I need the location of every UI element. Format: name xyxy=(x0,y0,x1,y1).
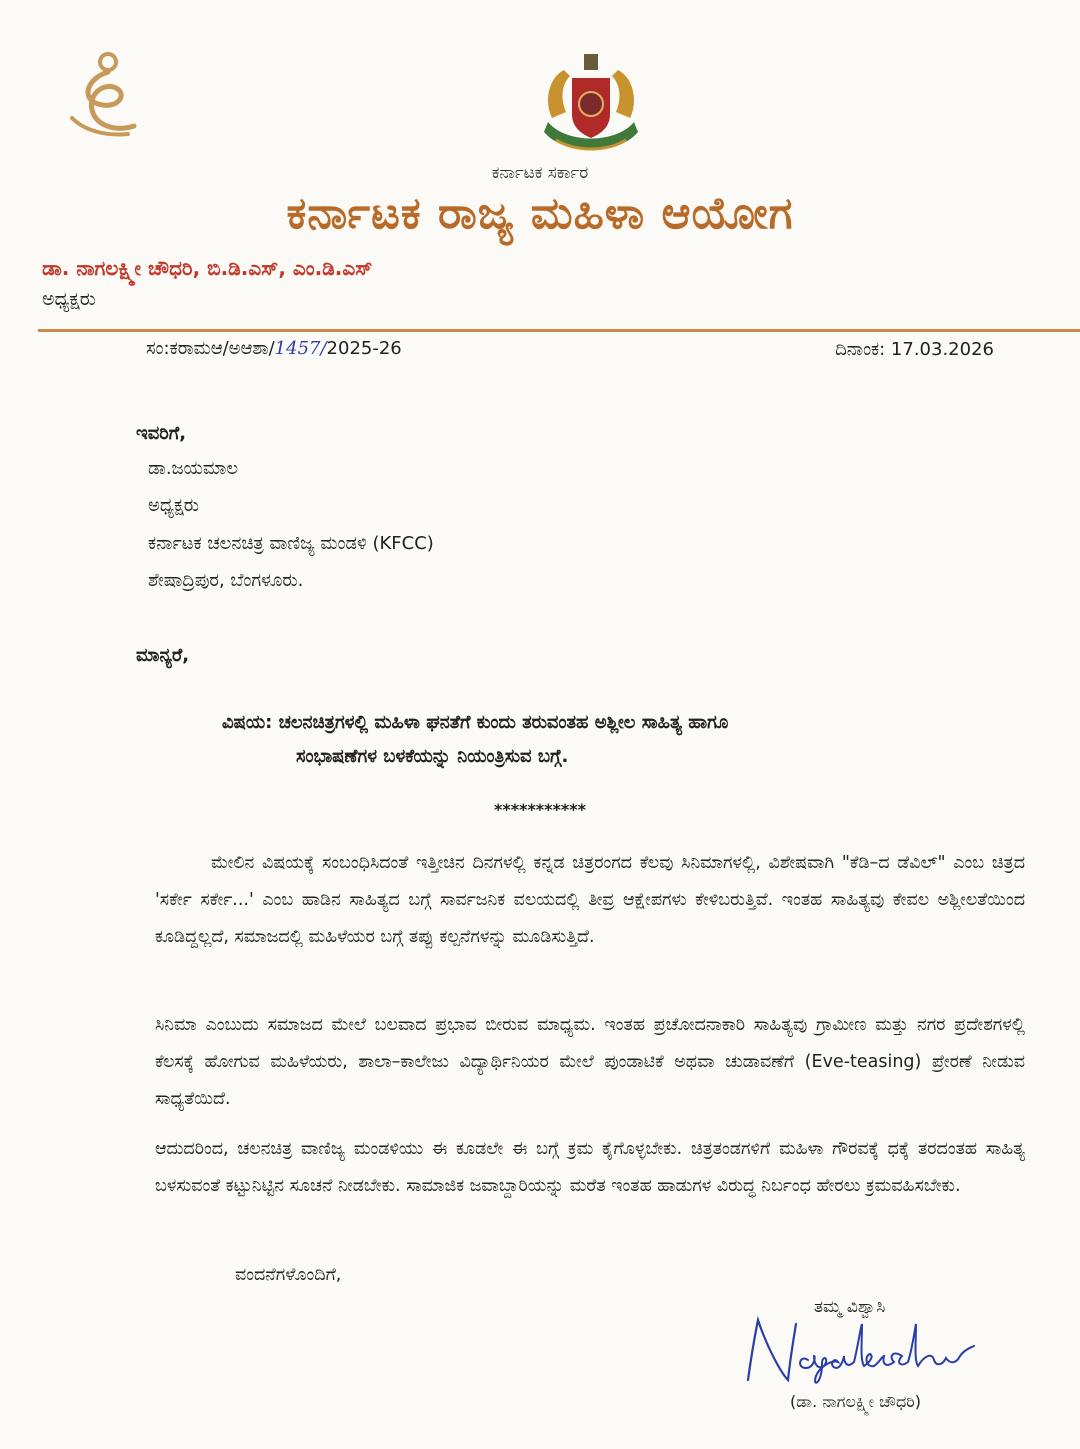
closing: ವಂದನೆಗಳೊಂದಿಗೆ, xyxy=(235,1265,342,1285)
separator: *********** xyxy=(493,800,587,819)
government-label: ಕರ್ನಾಟಕ ಸರ್ಕಾರ xyxy=(491,163,589,183)
letterhead-divider xyxy=(38,329,1080,332)
body-paragraph: ಆದುದರಿಂದ, ಚಲನಚಿತ್ರ ವಾಣಿಜ್ಯ ಮಂಡಳಿಯು ಈ ಕೂಡಲೇ ಈ ಬಗ್ಗೆ ಕ್ರಮ ಕೈಗೊಳ್ಳಬೇಕು. ಚಿತ್ರತಂಡಗಳಿಗೆ ಮಹಿಳಾ ಗೌರವಕ್ಕೆ ಧಕ್ಕೆ ತರದಂತಹ ಸಾಹಿತ್ಯ ಬಳಸುವಂತೆ ಕಟ್ಟುನಿಟ್ಟಿನ ಸೂಚನೆ ನೀಡಬೇಕು. ಸಾಮಾಜಿಕ ಜವಾಬ್ದಾರಿಯನ್ನು ಮರೆತ ಇಂತಹ ಹಾಡುಗಳ ವಿರುದ್ಧ ನಿರ್ಬಂಧ ಹೇರಲು ಕ್ರಮವಹಿಸಬೇಕು. xyxy=(155,1139,1025,1196)
chairperson-title: ಅಧ್ಯಕ್ಷರು xyxy=(42,288,96,310)
reference-number xyxy=(146,338,402,359)
organization-title: ಕರ್ನಾಟಕ ರಾಜ್ಯ ಮಹಿಳಾ ಆಯೋಗ xyxy=(286,188,794,239)
recipient-line: ಕರ್ನಾಟಕ ಚಲನಚಿತ್ರ ವಾಣಿಜ್ಯ ಮಂಡಳಿ (KFCC) xyxy=(148,533,434,554)
commission-logo-icon xyxy=(58,48,148,140)
reference-handwritten-number: 1457/ xyxy=(274,338,327,359)
yours-faithfully: ತಮ್ಮ ವಿಶ್ವಾಸಿ xyxy=(814,1297,886,1317)
body-paragraph: ಮೇಲಿನ ವಿಷಯಕ್ಕೆ ಸಂಬಂಧಿಸಿದಂತೆ ಇತ್ತೀಚಿನ ದಿನಗಳಲ್ಲಿ ಕನ್ನಡ ಚಿತ್ರರಂಗದ ಕೆಲವು ಸಿನಿಮಾಗಳಲ್ಲಿ, ವಿಶೇಷವಾಗಿ "ಕೆಡಿ–ದ ಡೆವಿಲ್" ಎಂಬ ಚಿತ್ರದ 'ಸರ್ಕೇ ಸರ್ಕೇ...' ಎಂಬ ಹಾಡಿನ ಸಾಹಿತ್ಯದ ಬಗ್ಗೆ ಸಾರ್ವಜನಿಕ ವಲಯದಲ್ಲಿ ತೀವ್ರ ಆಕ್ಷೇಪಗಳು ಕೇಳಿಬರುತ್ತಿವೆ. ಇಂತಹ ಸಾಹಿತ್ಯವು ಕೇವಲ ಅಶ್ಲೀಲತೆಯಿಂದ ಕೂಡಿದ್ದಲ್ಲದೆ, ಸಮಾಜದಲ್ಲಿ ಮಹಿಳೆಯರ ಬಗ್ಗೆ ತಪ್ಪು ಕಲ್ಪನೆಗಳನ್ನು ಮೂಡಿಸುತ್ತಿದೆ. xyxy=(155,853,1025,947)
subject-line: ವಿಷಯ: ಚಲನಚಿತ್ರಗಳಲ್ಲಿ ಮಹಿಳಾ ಘನತೆಗೆ ಕುಂದು ತರುವಂತಹ ಅಶ್ಲೀಲ ಸಾಹಿತ್ಯ ಹಾಗೂ xyxy=(222,712,729,733)
signatory-name: (ಡಾ. ನಾಗಲಕ್ಷ್ಮೀ ಚೌಧರಿ) xyxy=(790,1392,921,1411)
body-paragraph: ಸಿನಿಮಾ ಎಂಬುದು ಸಮಾಜದ ಮೇಲೆ ಬಲವಾದ ಪ್ರಭಾವ ಬೀರುವ ಮಾಧ್ಯಮ. ಇಂತಹ ಪ್ರಚೋದನಾಕಾರಿ ಸಾಹಿತ್ಯವು ಗ್ರಾಮೀಣ ಮತ್ತು ನಗರ ಪ್ರದೇಶಗಳಲ್ಲಿ ಕೆಲಸಕ್ಕೆ ಹೋಗುವ ಮಹಿಳೆಯರು, ಶಾಲಾ–ಕಾಲೇಜು ವಿದ್ಯಾರ್ಥಿನಿಯರ ಮೇಲೆ ಪುಂಡಾಟಿಕೆ ಅಥವಾ ಚುಡಾವಣೆಗೆ (Eve-teasing) ಪ್ರೇರಣೆ ನೀಡುವ ಸಾಧ್ಯತೆಯಿದೆ. xyxy=(155,1015,1025,1109)
salutation: ಮಾನ್ಯರೆ, xyxy=(136,645,190,666)
chairperson-name: ಡಾ. ನಾಗಲಕ್ಷ್ಮೀ ಚೌಧರಿ, ಬಿ.ಡಿ.ಎಸ್, ಎಂ.ಡಿ.ಎಸ್ xyxy=(42,256,373,280)
recipient-line: ಡಾ.ಜಯಮಾಲ xyxy=(148,458,239,479)
recipient-label: ಇವರಿಗೆ, xyxy=(136,423,187,444)
recipient-line: ಶೇಷಾದ್ರಿಪುರ, ಬೆಂಗಳೂರು. xyxy=(148,570,304,591)
reference-prefix: ಸಂ:ಕರಾಮಆ/ಅಆಶಾ/ xyxy=(146,338,275,359)
subject-line: ಸಂಭಾಷಣೆಗಳ ಬಳಕೆಯನ್ನು ನಿಯಂತ್ರಿಸುವ ಬಗ್ಗೆ. xyxy=(296,746,569,767)
handwritten-signature xyxy=(738,1310,1038,1390)
recipient-line: ಅಧ್ಯಕ್ಷರು xyxy=(148,495,199,516)
reference-year: 2025-26 xyxy=(326,338,402,359)
letter-date: ದಿನಾಂಕ: 17.03.2026 xyxy=(835,339,994,360)
state-emblem-icon xyxy=(526,52,656,162)
